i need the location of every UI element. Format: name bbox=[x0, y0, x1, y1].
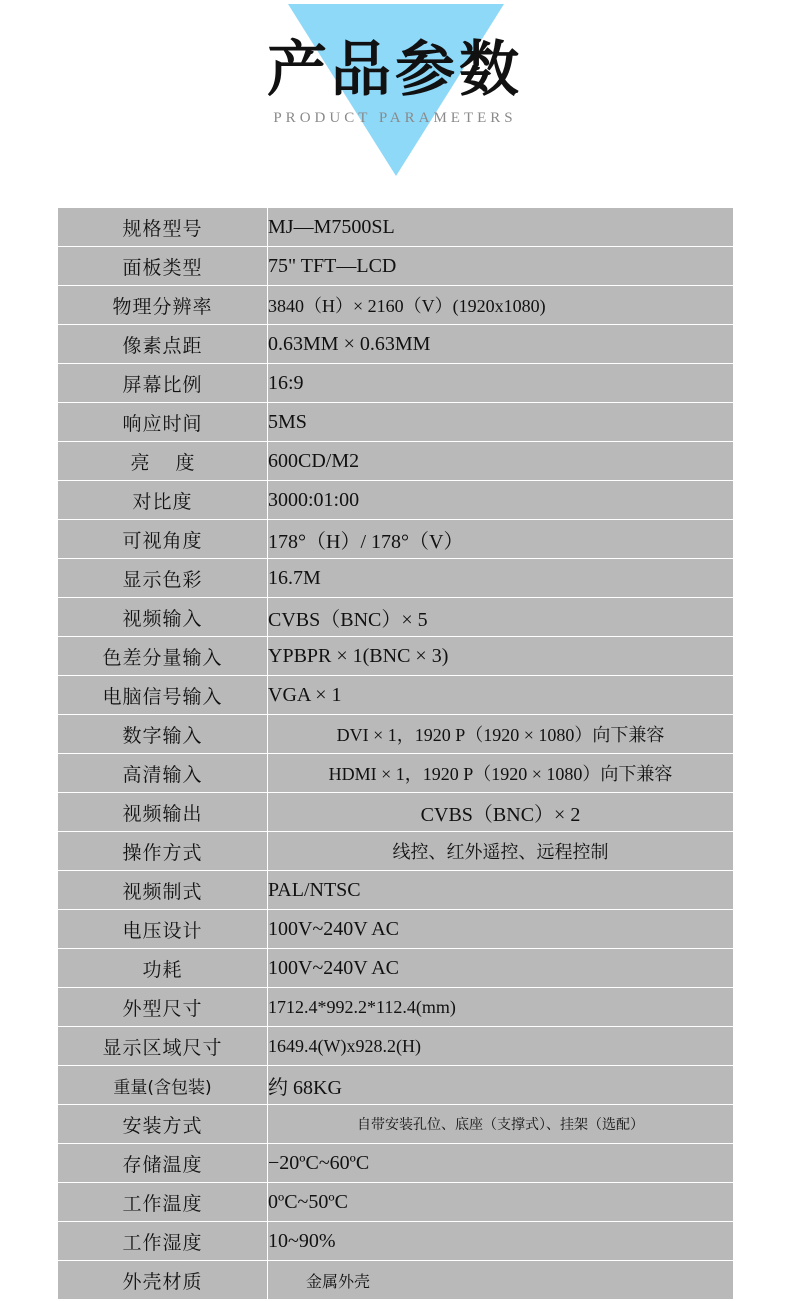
spec-label: 对比度 bbox=[58, 481, 268, 520]
spec-label: 工作温度 bbox=[58, 1183, 268, 1222]
spec-label: 安装方式 bbox=[58, 1105, 268, 1144]
table-row bbox=[58, 247, 734, 286]
spec-value: 100V~240V AC bbox=[268, 910, 734, 949]
table-row bbox=[58, 1261, 734, 1300]
table-row bbox=[58, 1027, 734, 1066]
spec-label: 工作湿度 bbox=[58, 1222, 268, 1261]
table-row bbox=[58, 1066, 734, 1105]
spec-label: 显示色彩 bbox=[58, 559, 268, 598]
spec-label: 屏幕比例 bbox=[58, 364, 268, 403]
table-row bbox=[58, 598, 734, 637]
table-row bbox=[58, 403, 734, 442]
table-row bbox=[58, 442, 734, 481]
table-row bbox=[58, 481, 734, 520]
spec-value: 线控、红外遥控、远程控制 bbox=[268, 832, 734, 871]
spec-label: 响应时间 bbox=[58, 403, 268, 442]
spec-label: 高清输入 bbox=[58, 754, 268, 793]
spec-label: 可视角度 bbox=[58, 520, 268, 559]
spec-label: 电脑信号输入 bbox=[58, 676, 268, 715]
spec-value: 3840（H）× 2160（V）(1920x1080) bbox=[268, 286, 734, 325]
spec-value: 0.63MM × 0.63MM bbox=[268, 325, 734, 364]
spec-label: 规格型号 bbox=[58, 208, 268, 247]
spec-value: 3000:01:00 bbox=[268, 481, 734, 520]
spec-value: 1649.4(W)x928.2(H) bbox=[268, 1027, 734, 1066]
spec-value: CVBS（BNC）× 5 bbox=[268, 598, 734, 637]
spec-label: 电压设计 bbox=[58, 910, 268, 949]
spec-label: 视频制式 bbox=[58, 871, 268, 910]
spec-value: 0ºC~50ºC bbox=[268, 1183, 734, 1222]
spec-table-body bbox=[58, 208, 734, 1300]
table-row bbox=[58, 208, 734, 247]
table-row bbox=[58, 949, 734, 988]
table-row bbox=[58, 793, 734, 832]
spec-label: 操作方式 bbox=[58, 832, 268, 871]
spec-label: 存储温度 bbox=[58, 1144, 268, 1183]
spec-value: 10~90% bbox=[268, 1222, 734, 1261]
table-row bbox=[58, 520, 734, 559]
table-row bbox=[58, 286, 734, 325]
spec-value: 178°（H）/ 178°（V） bbox=[268, 520, 734, 559]
table-row bbox=[58, 325, 734, 364]
table-row bbox=[58, 754, 734, 793]
spec-label: 功耗 bbox=[58, 949, 268, 988]
spec-value: MJ—M7500SL bbox=[268, 208, 734, 247]
spec-value: 16:9 bbox=[268, 364, 734, 403]
spec-value: 100V~240V AC bbox=[268, 949, 734, 988]
spec-label: 显示区域尺寸 bbox=[58, 1027, 268, 1066]
spec-value: 75" TFT—LCD bbox=[268, 247, 734, 286]
table-row bbox=[58, 1222, 734, 1261]
spec-value: 约 68KG bbox=[268, 1066, 734, 1105]
spec-label: 重量(含包装) bbox=[58, 1066, 268, 1105]
spec-label: 视频输入 bbox=[58, 598, 268, 637]
spec-label: 外壳材质 bbox=[58, 1261, 268, 1300]
page-header bbox=[0, 0, 790, 190]
spec-label: 面板类型 bbox=[58, 247, 268, 286]
table-row bbox=[58, 1105, 734, 1144]
spec-value: 600CD/M2 bbox=[268, 442, 734, 481]
table-row bbox=[58, 364, 734, 403]
spec-value: PAL/NTSC bbox=[268, 871, 734, 910]
table-row bbox=[58, 910, 734, 949]
spec-label: 色差分量输入 bbox=[58, 637, 268, 676]
spec-value: CVBS（BNC）× 2 bbox=[268, 793, 734, 832]
spec-label: 像素点距 bbox=[58, 325, 268, 364]
spec-label: 数字输入 bbox=[58, 715, 268, 754]
spec-value: 1712.4*992.2*112.4(mm) bbox=[268, 988, 734, 1027]
page-title: 产品参数 bbox=[267, 35, 523, 105]
spec-label: 物理分辨率 bbox=[58, 286, 268, 325]
table-row bbox=[58, 715, 734, 754]
spec-value: YPBPR × 1(BNC × 3) bbox=[268, 637, 734, 676]
spec-value: DVI × 1，1920 P（1920 × 1080）向下兼容 bbox=[268, 715, 734, 754]
table-row bbox=[58, 1144, 734, 1183]
table-row bbox=[58, 1183, 734, 1222]
spec-value: 16.7M bbox=[268, 559, 734, 598]
spec-label: 外型尺寸 bbox=[58, 988, 268, 1027]
page-subtitle: PRODUCT PARAMETERS bbox=[273, 110, 517, 126]
spec-label: 视频输出 bbox=[58, 793, 268, 832]
spec-value: 自带安装孔位、底座（支撑式）、挂架（选配） bbox=[268, 1105, 734, 1144]
spec-value: −20ºC~60ºC bbox=[268, 1144, 734, 1183]
table-row bbox=[58, 676, 734, 715]
spec-value: HDMI × 1，1920 P（1920 × 1080）向下兼容 bbox=[268, 754, 734, 793]
spec-label: 亮 度 bbox=[58, 442, 268, 481]
table-row bbox=[58, 637, 734, 676]
spec-table bbox=[57, 207, 734, 1300]
table-row bbox=[58, 559, 734, 598]
spec-value: 金属外壳 bbox=[268, 1261, 734, 1300]
spec-table-container bbox=[57, 207, 733, 1300]
table-row bbox=[58, 871, 734, 910]
table-row bbox=[58, 988, 734, 1027]
spec-value: 5MS bbox=[268, 403, 734, 442]
spec-value: VGA × 1 bbox=[268, 676, 734, 715]
table-row bbox=[58, 832, 734, 871]
